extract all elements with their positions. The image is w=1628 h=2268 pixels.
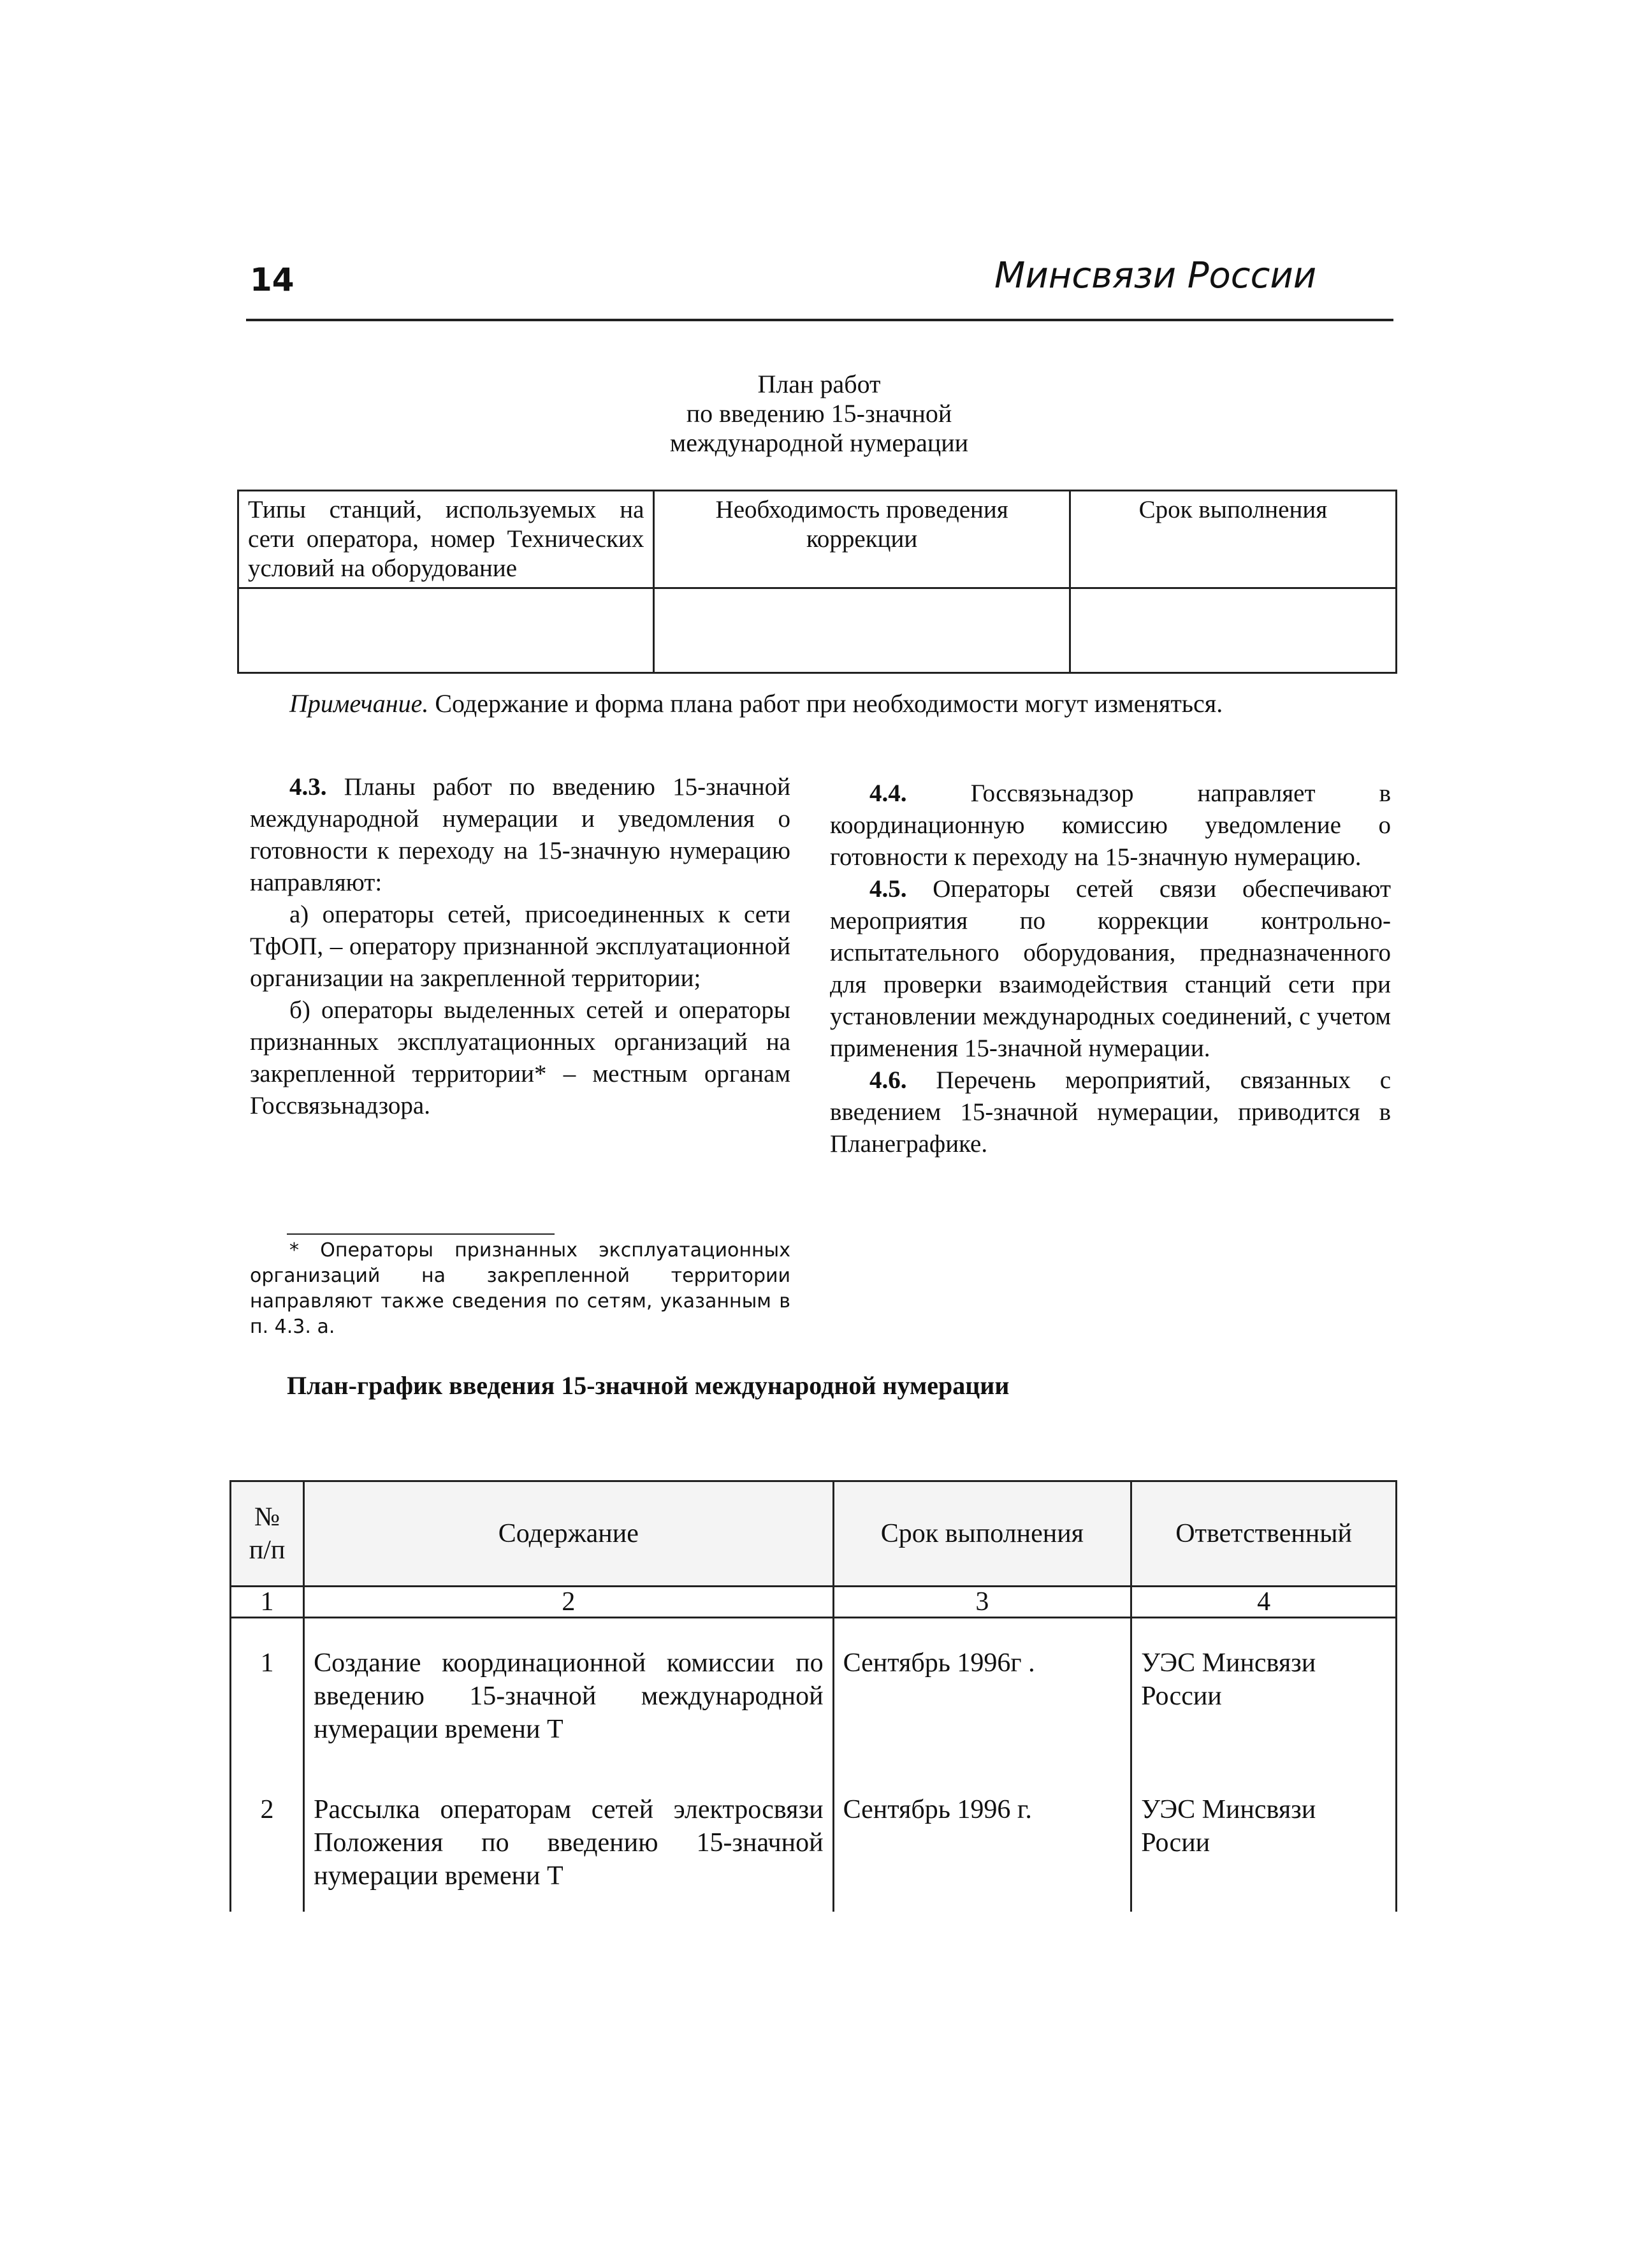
plan-col-station-types: Типы станций, используемых на сети оператора, номер Технических условий на оборудование [238, 491, 654, 588]
paragraph-4-4 [830, 778, 1391, 873]
note-text: Содержание и форма плана работ при необходимости могут изменяться. [435, 689, 1223, 718]
paragraph-4-3-b: б) операторы выделенных сетей и операторы признанных эксплуатационных организаций на закрепленной территории* – местным органам Госсвязьнадзора. [250, 996, 790, 1119]
paragraph-text: Планы работ по введению 15-значной международной нумерации и уведомления о готовности к переходу на 15-значную нумерацию направляют: [250, 773, 790, 896]
schedule-header-row [231, 1481, 1397, 1587]
section-number: 4.5. [869, 875, 907, 903]
plan-title [510, 370, 1128, 458]
footnote-rule [287, 1233, 555, 1235]
row-deadline: Сентябрь 1996г . [833, 1618, 1131, 1766]
table-cell [654, 588, 1070, 673]
col-content: Содержание [304, 1481, 834, 1587]
table-row [231, 1765, 1397, 1912]
plan-col-correction-need: Необходимость проведения коррекции [654, 491, 1070, 588]
column-number: 1 [231, 1587, 304, 1618]
section-number: 4.4. [869, 780, 907, 807]
paragraph-text: Перечень мероприятий, связанных с введением 15-значной нумерации, приводится в Планеграфике. [830, 1066, 1391, 1158]
row-number: 1 [231, 1618, 304, 1766]
schedule-column-numbers-row [231, 1587, 1397, 1618]
plan-table-header-row [238, 491, 1397, 588]
row-number: 2 [231, 1765, 304, 1912]
paragraph-4-3-a: а) операторы сетей, присоединенных к сети ТфОП, – оператору признанной эксплуатационной организации на закрепленной территории; [250, 901, 790, 992]
paragraph-4-6 [830, 1065, 1391, 1160]
right-column [830, 778, 1391, 1160]
plan-table-empty-row [238, 588, 1397, 673]
footnote: * Операторы признанных эксплуатационных организаций на закрепленной территории направляют также сведения по сетям, указанным в п. 4.3. а. [250, 1239, 790, 1338]
table-cell [1070, 588, 1396, 673]
paragraph-4-5 [830, 873, 1391, 1065]
row-responsible: УЭС Минсвязи России [1131, 1618, 1397, 1766]
col-number: № п/п [231, 1481, 304, 1587]
plan-table [237, 490, 1397, 674]
row-deadline: Сентябрь 1996 г. [833, 1765, 1131, 1912]
schedule-table [229, 1480, 1397, 1912]
column-number: 4 [1131, 1587, 1397, 1618]
plan-col-deadline: Срок выполнения [1070, 491, 1396, 588]
row-content: Создание координационной комиссии по введению 15-значной международной нумерации времени Т [304, 1618, 834, 1766]
table-cell [238, 588, 654, 673]
paragraph-text: Госсвязьнадзор направляет в координационную комиссию уведомление о готовности к переходу на 15-значную нумерацию. [830, 780, 1392, 871]
row-responsible: УЭС Минсвязи Росии [1131, 1765, 1397, 1912]
plan-title-line: План работ [757, 370, 881, 398]
left-column [250, 771, 790, 1122]
schedule-title: План-график введения 15-значной международной нумерации [287, 1371, 1010, 1400]
row-content: Рассылка операторам сетей электросвязи Положения по введению 15-значной нумерации времени Т [304, 1765, 834, 1912]
plan-note [250, 688, 1391, 718]
section-number: 4.3. [289, 773, 327, 801]
running-title: Минсвязи России [994, 255, 1317, 296]
paragraph-4-3 [250, 771, 790, 899]
plan-title-line: международной нумерации [669, 428, 969, 457]
page-number: 14 [250, 261, 294, 298]
note-label: Примечание. [289, 689, 429, 718]
header-rule [246, 319, 1393, 321]
plan-title-line: по введению 15-значной [686, 399, 952, 428]
paragraph-text: Операторы сетей связи обеспечивают мероприятия по коррекции контрольно-испытательного оборудования, предназначенного для проверки взаимодействия станций сети при установлении международных соединений, с учетом применения 15-значной нумерации. [830, 875, 1391, 1062]
column-number: 3 [833, 1587, 1131, 1618]
col-deadline: Срок выполнения [833, 1481, 1131, 1587]
col-responsible: Ответственный [1131, 1481, 1397, 1587]
table-row [231, 1618, 1397, 1766]
section-number: 4.6. [869, 1066, 907, 1094]
column-number: 2 [304, 1587, 834, 1618]
